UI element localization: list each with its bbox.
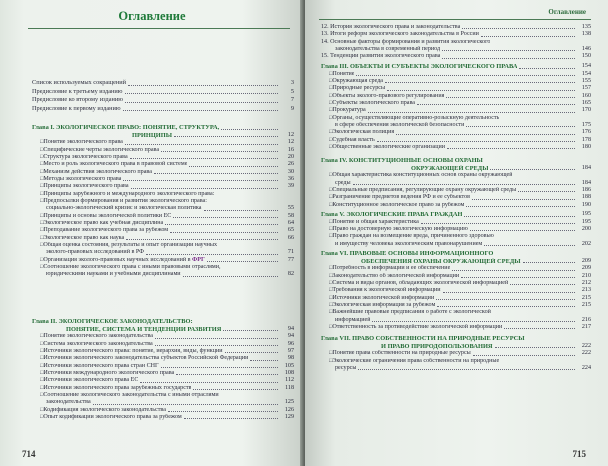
chapter-heading[interactable]: Глава I. ЭКОЛОГИЧЕСКОЕ ПРАВО: ПОНЯТИЕ, СТРУКТУРА, <box>32 124 294 132</box>
toc-entry-cont[interactable]: информацией 216 <box>335 316 591 323</box>
toc-entry[interactable]: □ Общая характеристика конституционных основ охраны окружающей <box>321 172 591 179</box>
toc-entry[interactable]: □ Важнейшие правовые предписания о работе с экологической <box>321 309 591 316</box>
toc-entry[interactable]: □ Источники экологического законодательства субъектов Российской Федерации 98 <box>32 355 294 362</box>
toc-entry[interactable]: □ Потребность в информации и ее обеспечение 209 <box>321 265 591 272</box>
toc-entry[interactable]: □ Право граждан на возмещение вреда, причиненного здоровью <box>321 233 591 240</box>
toc-entry[interactable]: □ Специфические черты экологического права 16 <box>32 147 294 154</box>
toc-entry[interactable]: □ Принципы и основы экологической политики ЕС 58 <box>32 213 294 220</box>
chapter-7 <box>321 335 591 372</box>
toc-entry[interactable]: □ Понятие экологического права 12 <box>32 139 294 146</box>
toc-entry[interactable]: □ Предпосылки формирования и развития экологического права: <box>32 198 294 205</box>
toc-entry[interactable]: □ Право на достоверную экологическую информацию 200 <box>321 226 591 233</box>
chapter-heading-cont[interactable]: ПРИНЦИПЫ 12 <box>132 131 294 139</box>
toc-entry[interactable]: □ Структура экологического права 20 <box>32 154 294 161</box>
toc-entry-cont[interactable]: законодательства в современный период 146 <box>335 46 591 53</box>
toc-entry[interactable]: □ Источники экологического права ЕС 112 <box>32 377 294 384</box>
chapter-heading[interactable]: Глава IV. КОНСТИТУЦИОННЫЕ ОСНОВЫ ОХРАНЫ <box>321 157 483 164</box>
toc-entry[interactable]: □ Экологическая полиция 176 <box>321 129 591 136</box>
toc-entry[interactable]: □ Источники экологического права зарубежных государств 118 <box>32 385 294 392</box>
left-page <box>0 0 303 466</box>
header-rule <box>319 19 591 20</box>
toc-entry[interactable]: □ Методы экологического права 36 <box>32 176 294 183</box>
toc-entry[interactable]: □ Система и виды органов, обладающих экологической информацией 212 <box>321 280 591 287</box>
chapter-6 <box>321 250 591 331</box>
toc-entry[interactable]: □ Понятие 154 <box>321 71 591 78</box>
toc-entry-cont[interactable]: законодательства 125 <box>46 399 294 406</box>
title-rule <box>28 28 290 29</box>
chapter-heading[interactable]: Глава V. ЭКОЛОГИЧЕСКИЕ ПРАВА ГРАЖДАН 195 <box>321 211 591 218</box>
toc-entry[interactable]: □ Организация эколого-правовых научных исследований в ФРГ 77 <box>32 257 294 264</box>
toc-entry-cont[interactable]: и имуществу человека экологическим правонарушением 202 <box>335 240 591 247</box>
toc-entry[interactable]: □ Источники международного экологического права 108 <box>32 370 294 377</box>
page-title: Оглавление <box>118 9 186 23</box>
chapter-5 <box>321 211 591 248</box>
toc-entry[interactable]: 12. История экологического права и законодательства 135 <box>321 24 591 30</box>
running-head: Оглавление <box>548 8 586 16</box>
chapter-heading[interactable]: Глава II. ЭКОЛОГИЧЕСКОЕ ЗАКОНОДАТЕЛЬСТВО: <box>32 318 193 325</box>
chapter-2 <box>32 318 294 421</box>
toc-entry[interactable]: □ Специальные предписания, регулирующие охрану окружающей среды 186 <box>321 187 591 194</box>
page-number: 714 <box>22 449 36 459</box>
toc-entry[interactable]: □ Общая оценка состояния, результаты и опыт организации научных <box>32 242 294 249</box>
toc-entry[interactable]: □ Природные ресурсы 157 <box>321 85 591 92</box>
toc-entry[interactable]: □ Система экологического законодательства 96 <box>32 341 294 348</box>
toc-entry[interactable]: Предисловие к первому изданию 9 <box>32 104 294 112</box>
toc-entry[interactable]: □ Объекты эколого-правового регулирования 160 <box>321 93 591 100</box>
toc-entry[interactable]: □ Принципы зарубежного и международного экологического права: <box>32 191 294 198</box>
toc-entry[interactable]: □ Соотношение экологического права с иными правовыми отраслями, <box>32 264 294 271</box>
toc-entry[interactable]: □ Соотношение экологического законодательства с иными отраслями <box>32 392 294 399</box>
page-number: 715 <box>572 449 586 459</box>
toc-entry[interactable]: □ Экологическая информация за рубежом 215 <box>321 302 591 309</box>
toc-entry[interactable]: □ Принципы экологического права 39 <box>32 183 294 190</box>
toc-entry[interactable]: Список используемых сокращений 3 <box>32 79 294 86</box>
toc-entry[interactable]: □ Место и роль экологического права в правовой системе 26 <box>32 161 294 168</box>
toc-entry[interactable]: □ Экологическое право как наука 66 <box>32 235 294 242</box>
toc-entry[interactable]: □ Источники экологической информации 215 <box>321 295 591 302</box>
toc-entry[interactable]: 15. Тенденции развития экологического права 150 <box>321 53 591 60</box>
chapter-heading-cont[interactable]: И ПРАВО ПРИРОДОПОЛЬЗОВАНИЯ 222 <box>381 342 591 350</box>
toc-entry[interactable]: □ Субъекты экологического права 165 <box>321 100 591 107</box>
toc-entry[interactable]: □ Общественные экологические организации 180 <box>321 144 591 151</box>
front-matter-list <box>32 79 294 113</box>
chapter-heading[interactable]: Глава III. ОБЪЕКТЫ И СУБЪЕКТЫ ЭКОЛОГИЧЕСКОГО ПРАВА 154 <box>321 63 591 70</box>
toc-entry[interactable]: □ Источники экологического права стран СНГ 105 <box>32 363 294 370</box>
toc-entry[interactable]: □ Конституционное экологическое право за рубежом 190 <box>321 202 591 209</box>
toc-entry[interactable]: Предисловие к третьему изданию 5 <box>32 87 294 95</box>
toc-entry[interactable]: 14. Основные факторы формирования и развития экологического <box>321 38 491 45</box>
toc-entry[interactable]: 13. Итоги реформ экологического законодательства в России 138 <box>321 31 591 38</box>
toc-entry[interactable]: □ Понятие права собственности на природные ресурсы 222 <box>321 350 591 357</box>
toc-entry-cont[interactable]: юридическими науками и учебными дисциплинами 82 <box>46 271 294 278</box>
chapter-4 <box>321 157 591 209</box>
chapter-heading-cont[interactable]: ОКРУЖАЮЩЕЙ СРЕДЫ 184 <box>411 164 591 172</box>
chapter-heading-cont[interactable]: ПОНЯТИЕ, СИСТЕМА И ТЕНДЕНЦИИ РАЗВИТИЯ 94 <box>66 325 294 333</box>
chapter-1 <box>32 124 294 279</box>
toc-entry[interactable]: □ Разграничение предметов ведения РФ и ее субъектов 188 <box>321 194 591 201</box>
chapter-heading-cont[interactable]: ОБЕСПЕЧЕНИЯ ОХРАНЫ ОКРУЖАЮЩЕЙ СРЕДЫ 209 <box>361 257 591 265</box>
toc-entry[interactable]: □ Экологические ограничения права собственности на природные <box>321 358 591 365</box>
toc-entry[interactable]: □ Кодификация экологического законодательства 126 <box>32 407 294 414</box>
toc-entry-cont[interactable]: социально-экологический кризис и экологическая политика 55 <box>46 205 294 212</box>
toc-entry[interactable]: □ Законодательство об экологической информации 210 <box>321 273 591 280</box>
chapter-3 <box>321 63 591 151</box>
chapter-2-continued <box>321 24 591 61</box>
toc-entry[interactable]: Предисловие ко второму изданию 7 <box>32 96 294 104</box>
chapter-heading[interactable]: Глава VII. ПРАВО СОБСТВЕННОСТИ НА ПРИРОДНЫЕ РЕСУРСЫ <box>321 335 525 342</box>
toc-entry[interactable]: □ Понятие и общая характеристика 195 <box>321 219 591 226</box>
right-page <box>305 0 608 466</box>
toc-entry-cont[interactable]: эколого-правовых исследований в РФ 71 <box>46 249 294 256</box>
toc-entry[interactable]: □ Понятие экологического законодательства 94 <box>32 333 294 340</box>
toc-entry-cont[interactable]: ресурсы 224 <box>335 364 591 371</box>
toc-entry[interactable]: □ Требования к экологической информации 213 <box>321 287 591 294</box>
toc-entry[interactable]: □ Прокуратура 170 <box>321 107 591 114</box>
toc-entry[interactable]: □ Экологическое право как учебная дисциплина 64 <box>32 220 294 227</box>
toc-entry[interactable]: □ Окружающая среда 155 <box>321 78 591 85</box>
toc-entry[interactable]: □ Ответственность за противодействие экологической информации 217 <box>321 324 591 331</box>
toc-entry[interactable]: □ Органы, осуществляющие оперативно-розыскную деятельность <box>321 115 591 122</box>
chapter-heading[interactable]: Глава VI. ПРАВОВЫЕ ОСНОВЫ ИНФОРМАЦИОННОГО <box>321 250 494 257</box>
toc-entry[interactable]: □ Механизм действия экологического права 30 <box>32 169 294 176</box>
toc-entry[interactable]: □ Преподавание экологического права за рубежом 65 <box>32 227 294 234</box>
toc-entry-cont[interactable]: в сфере обеспечения экологической безопасности 175 <box>335 122 591 128</box>
toc-entry[interactable]: □ Судебная власть 178 <box>321 137 591 144</box>
toc-entry-cont[interactable]: среды 184 <box>335 179 591 186</box>
highlight-tag: ФРГ <box>192 256 205 263</box>
toc-entry[interactable]: □ Источники экологического права: понятие, иерархия, виды, функции 97 <box>32 348 294 355</box>
toc-entry[interactable]: □ Опыт кодификации экологического права за рубежом 129 <box>32 414 294 421</box>
